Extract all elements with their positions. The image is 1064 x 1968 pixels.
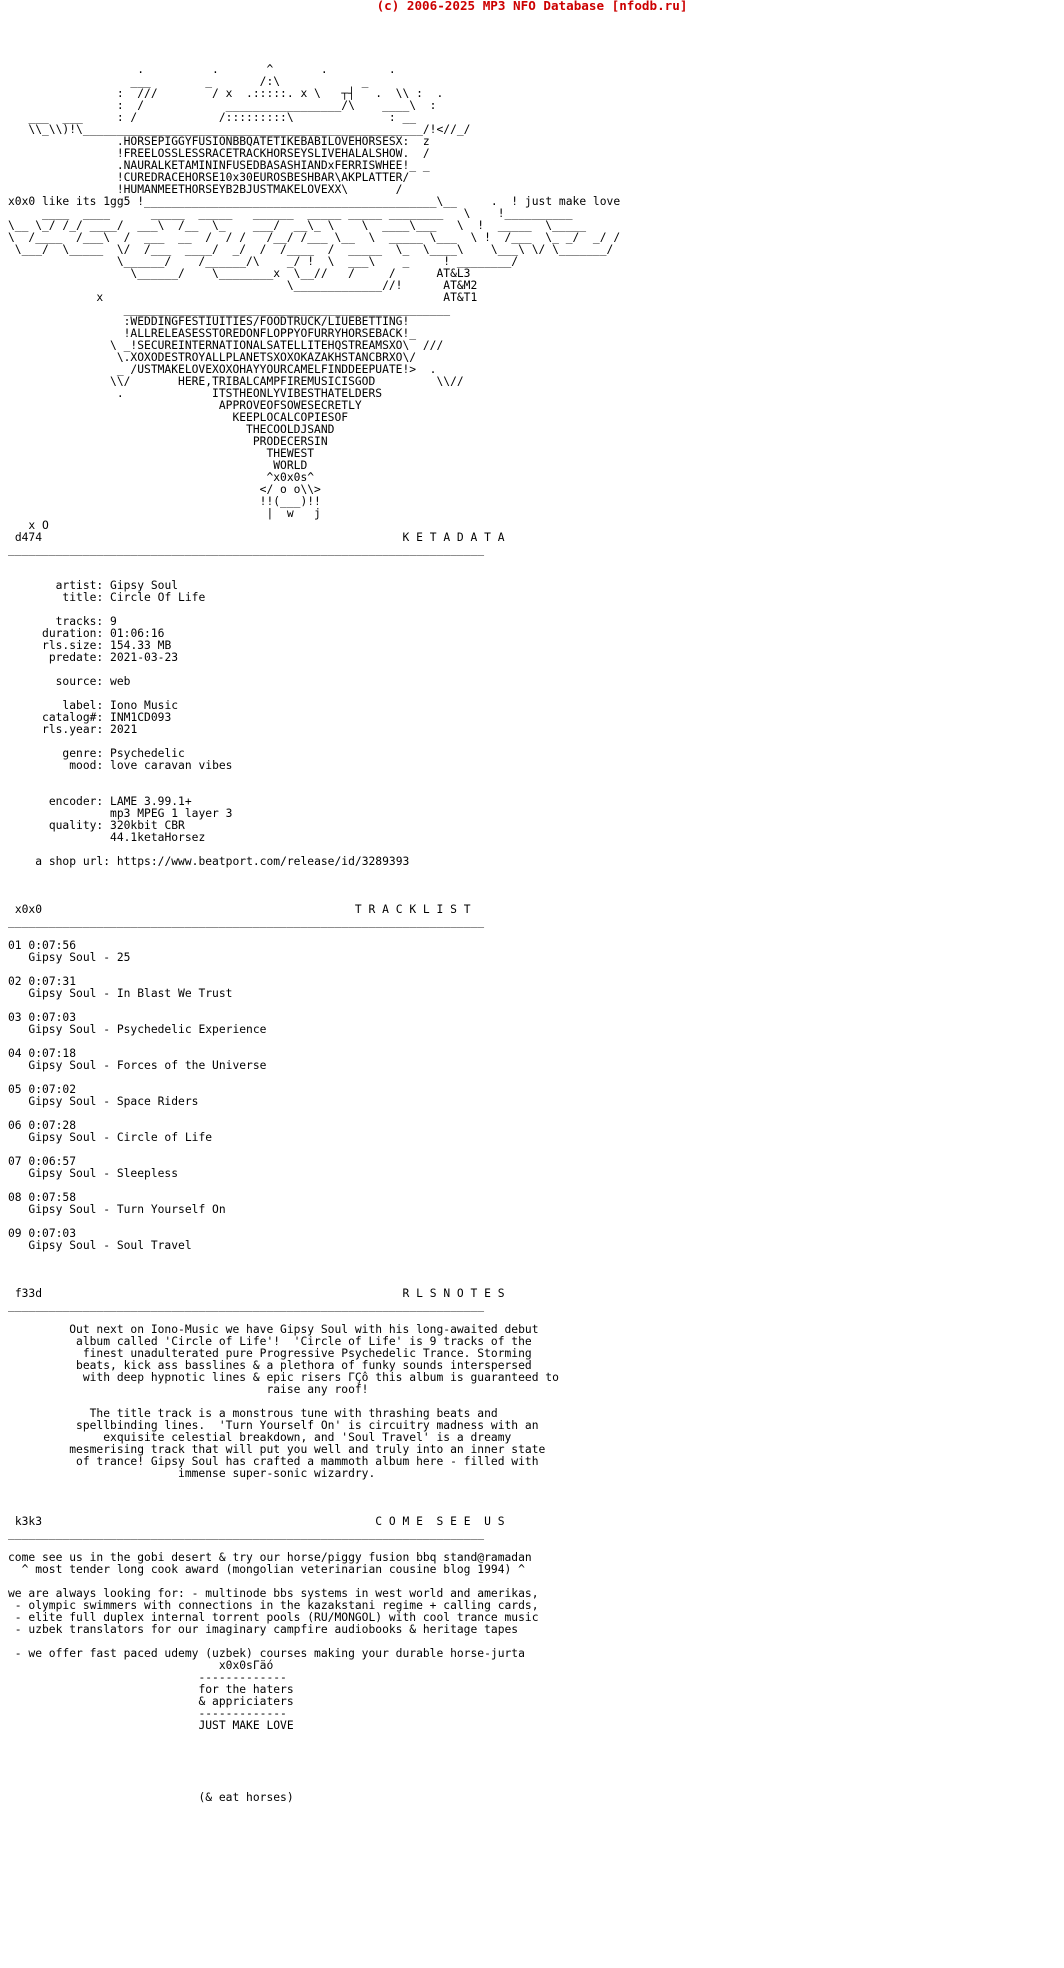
track-title: Gipsy Soul - Circle of Life bbox=[28, 1131, 213, 1144]
track-title: Gipsy Soul - Psychedelic Experience bbox=[28, 1023, 267, 1036]
site-header: (c) 2006-2025 MP3 NFO Database [nfodb.ru] bbox=[376, 0, 688, 13]
notes-code: f33d bbox=[14, 1287, 43, 1300]
track-time: 0:07:03 bbox=[28, 1227, 77, 1240]
notes-line: with deep hypnotic lines & epic risers ΓÇô this album is guaranteed to bbox=[8, 1371, 559, 1384]
metadata-key: tracks bbox=[55, 615, 97, 628]
metadata-key: duration bbox=[42, 627, 97, 640]
contact-line: - we offer fast paced udemy (uzbek) courses making your durable horse-jurta bbox=[8, 1647, 525, 1660]
footer-sig: x0x0sΓäó bbox=[218, 1659, 274, 1672]
contact-line: come see us in the gobi desert & try our horse/piggy fusion bbq stand@ramadan bbox=[8, 1551, 532, 1564]
contact-line: - elite full duplex internal torrent pools (RU/MONGOL) with cool trance music bbox=[8, 1611, 539, 1624]
right-tag: just make love bbox=[524, 195, 621, 208]
track-row bbox=[8, 1011, 266, 1036]
track-time: 0:07:28 bbox=[28, 1119, 77, 1132]
track-list bbox=[8, 939, 266, 1252]
contact-line: we are always looking for: - multinode bbs systems in west world and amerikas, bbox=[8, 1587, 539, 1600]
notes-line: raise any roof! bbox=[8, 1383, 369, 1396]
track-time: 0:07:31 bbox=[28, 975, 77, 988]
metadata-value: 154.33 MB bbox=[110, 639, 172, 652]
contact-code: k3k3 bbox=[14, 1515, 43, 1528]
notes-line: album called 'Circle of Life'! 'Circle of Life' is 9 tracks of the bbox=[8, 1335, 532, 1348]
track-time: 0:07:03 bbox=[28, 1011, 77, 1024]
metadata-key: predate bbox=[48, 651, 97, 664]
notes-line: Out next on Iono-Music we have Gipsy Soul with his long-awaited debut bbox=[8, 1323, 539, 1336]
track-number: 03 bbox=[8, 1011, 22, 1024]
metadata-value: 2021 bbox=[110, 723, 138, 736]
footer-rule-2: ------------- bbox=[198, 1707, 287, 1720]
nfo-text: . . ^ . . ___ _ /:\ _ : /// / x .:::::. x \ ┬┤ . \\ : . : / _________________/\ ____\ : ___ ___ : / /:::::::::\ : __ \\_\\)!\__________________________________________________/!<//_/ .HORSEPIGGYFUSIONBBQATETIKEBABILOVEHORSESX: z !FREELOSSLESSRACETRACKHORSEYSLIVEHALALSHOW. / .NAURALKETAMININFUSEDBASASHIANDxFERRISWHEE!_ _ !CUREDRACEHORSE10x30EUROSBESHBAR\AKPLATTER/ !HUMANMEETHORSEYB2BJUSTMAKELOVEXX\ / x0x0 like its 1gg5 !___________________________________________\__ . ! just make love ____ ____ _____ _____ ______ _____ _____ ________ \ !__________ \__ \_/ /_/ ____/ ___\ /__ \_ ___/ __\_ \ \ ____\___ \ ! _____ \_____ \ /____ /___\ / ___ __ / / / /__/ /___ \__ \ _____ \___ \ ! /___ \_ _/ _/ / \___/ \_____ \/ /___ ____/ _/ / /____ / _____ \_ \____\ \___\ \/ \_______/ \______/ /______/\ _/ ! \ ___\ _ ! ________/ \______/ \________x \__// / / AT&L3 \_____________//! AT&M2 x AT&T1 ________________________________________________ :WEDDINGFESTIUITIES/FOODTRUCK/LIUEBETTING! !ALLRELEASESSTOREDONFLOPPYOFURRYHORSEBACK!_ \ _!SECUREINTERNATIONALSATELLITEHQSTREAMSXO\ /// \.XOXODESTROYALLPLANETSXOXOKAZAKHSTANCBRXO\/ _ /USTMAKELOVEXOXOHAYYOURCAMELFINDDEEPUATE!> . \\/ HERE,TRIBALCAMPFIREMUSICISGOD \\// . ITSTHEONLYVIBESTHATELDERS APPROVEOFSOWESECRETLY KEEPLOCALCOPIESOF THECOOLDJSAND PRODECERSIN THEWEST WORLD ^x0x0s^ </ o o\\> !!(___)!! | w j x O d474 K E T A D A T A ______________________________________________________________________ artist: Gipsy Soul title: Circle Of Life tracks: 9 duration: 01:06:16 rls.size: 154.33 MB predate: 2021-03-23 source: web label: Iono Music catalog#: INM1CD093 rls.year: 2021 genre: Psychedelic mood: love caravan vibes encoder: LAME 3.99.1+ mp3 MPEG 1 layer 3 quality: 320kbit CBR 44.1ketaHorsez a shop url: https://www.beatport.com/release/id/3289393 x0x0 T R A C K L I S T ______________________________________________________________________ 01 0:07:56 Gipsy Soul - 25 02 0:07:31 Gipsy Soul - In Blast We Trust 03 0:07:03 Gipsy Soul - Psychedelic Experience 04 0:07:18 Gipsy Soul - Forces of the Universe 05 0:07:02 Gipsy Soul - Space Riders 06 0:07:28 Gipsy Soul - Circle of Life 07 0:06:57 Gipsy Soul - Sleepless 08 0:07:58 Gipsy Soul - Turn Yourself On 09 0:07:03 Gipsy Soul - Soul Travel f33d R L S N O T E S ______________________________________________________________________ Out next on Iono-Music we have Gipsy Soul with his long-awaited debut album called 'Circle of Life'! 'Circle of Life' is 9 tracks of the finest unadulterated pure Progressive Psychedelic Trance. Storming beats, kick ass basslines & a plethora of funky sounds interspersed with deep hypnotic lines & epic risers ΓÇô this album is guaranteed to raise any roof! The title track is a monstrous tune with thrashing beats and spellbinding lines. 'Turn Yourself On' is circuitry madness with an exquisite celestial breakdown, and 'Soul Travel' is a dreamy mesmerising track that will put you well and truly into an inner state of trance! Gipsy Soul has crafted a mammoth album here - filled with immense super-sonic wizardry. k3k3 C O M E S E E U S ______________________________________________________________________ come see us in the gobi desert & try our horse/piggy fusion bbq stand@ramadan ^ most tender long cook award (mongolian veterinarian cousine blog 1994) ^ we are always looking for: - multinode bbs systems in west world and amerikas, - olympic swimmers with connections in the kazakstani regime + calling cards, - elite full duplex internal torrent pools (RU/MONGOL) with cool trance music - uzbek translators for our imaginary campfire audiobooks & heritage tapes - we offer fast paced udemy (uzbek) courses making your durable horse-jurta x0x0sΓäó ------------- for the haters & appriciaters ------------- JUST MAKE LOVE (& eat horses) bbox=[8, 63, 621, 1804]
metadata-value: Gipsy Soul bbox=[110, 579, 179, 592]
metadata-key: rls.year bbox=[42, 723, 97, 736]
track-number: 04 bbox=[8, 1047, 22, 1060]
track-number: 01 bbox=[8, 939, 22, 952]
track-title: Gipsy Soul - Forces of the Universe bbox=[28, 1059, 267, 1072]
ascii-logo-mid: ____ ____ _____ _____ ______ _____ _____ ________ \ !__________ \__ \_/ /_/ ____/ ___\ /__ \_ ___/ __\_ \ \ ____\___ \ ! _____ \_____ \ /____ /___\ / ___ __ / / / /__/ /___ \__ \ _____ \___ \ ! /___ \_ _/ _/ / \___/ \_____ \/ /___ ____/ _/ / /____ / _____ \_ \____\ \___\ \/ \_______/ \______/ /______/\ _/ ! \ ___\ _ ! ________/ \______/ \________x \__// / / AT&L3 \_____________//! AT&M2 x AT&T1 bbox=[8, 207, 621, 304]
metadata-value: 320kbit CBR bbox=[110, 819, 185, 832]
metadata-value: mp3 MPEG 1 layer 3 bbox=[110, 807, 233, 820]
track-number: 02 bbox=[8, 975, 22, 988]
metadata-value: Psychedelic bbox=[110, 747, 185, 760]
track-number: 09 bbox=[8, 1227, 22, 1240]
metadata-group-code: d474 bbox=[14, 531, 43, 544]
contact-heading: C O M E S E E U S bbox=[375, 1515, 505, 1528]
track-time: 0:07:02 bbox=[28, 1083, 77, 1096]
track-time: 0:07:58 bbox=[28, 1191, 77, 1204]
track-row bbox=[8, 1047, 266, 1072]
metadata-key: catalog# bbox=[42, 711, 97, 724]
notes-line: beats, kick ass basslines & a plethora of funky sounds interspersed bbox=[8, 1359, 532, 1372]
footer-line-3: JUST MAKE LOVE bbox=[198, 1719, 294, 1732]
metadata-key: mood bbox=[69, 759, 97, 772]
metadata-value: web bbox=[110, 675, 131, 688]
notes-line: spellbinding lines. 'Turn Yourself On' is circuitry madness with an bbox=[8, 1419, 539, 1432]
track-row bbox=[8, 939, 130, 964]
track-number: 06 bbox=[8, 1119, 22, 1132]
contact-text bbox=[8, 1551, 539, 1660]
track-title: Gipsy Soul - Sleepless bbox=[28, 1167, 179, 1180]
notes-line: The title track is a monstrous tune with thrashing beats and bbox=[8, 1407, 498, 1420]
footer-line-1: for the haters bbox=[198, 1683, 294, 1696]
track-row bbox=[8, 1227, 192, 1252]
track-title: Gipsy Soul - Turn Yourself On bbox=[28, 1203, 226, 1216]
metadata-value: INM1CD093 bbox=[110, 711, 172, 724]
contact-line: ^ most tender long cook award (mongolian veterinarian cousine blog 1994) ^ bbox=[8, 1563, 525, 1576]
notes-line: of trance! Gipsy Soul has crafted a mammoth album here - filled with bbox=[8, 1455, 539, 1468]
metadata-value: Iono Music bbox=[110, 699, 179, 712]
metadata-value: 2021-03-23 bbox=[110, 651, 179, 664]
metadata-value: 44.1ketaHorsez bbox=[110, 831, 206, 844]
track-row bbox=[8, 1119, 212, 1144]
metadata-fields: artist: Gipsy Soul title: Circle Of Life tracks: 9 duration: 01:06:16 rls.size: 154.33 MB predate: 2021-03-23 source: web label: Iono Music catalog#: INM1CD093 rls.year: 2021 genre: Psychedelic mood: love caravan vibes encoder: LAME 3.99.1+ mp3 MPEG 1 layer 3 quality: 320kbit CBR 44.1ketaHorsez bbox=[42, 579, 233, 844]
metadata-key: source bbox=[55, 675, 97, 688]
metadata-value: Circle Of Life bbox=[110, 591, 206, 604]
track-row bbox=[8, 1083, 198, 1108]
notes-heading: R L S N O T E S bbox=[402, 1287, 505, 1300]
track-number: 08 bbox=[8, 1191, 22, 1204]
contact-line: - olympic swimmers with connections in the kazakstani regime + calling cards, bbox=[8, 1599, 539, 1612]
metadata-value: 01:06:16 bbox=[110, 627, 165, 640]
shop-url[interactable]: https://www.beatport.com/release/id/3289393 bbox=[116, 855, 410, 868]
metadata-value: LAME 3.99.1+ bbox=[110, 795, 192, 808]
metadata-key: label bbox=[62, 699, 97, 712]
contact-line: - uzbek translators for our imaginary campfire audiobooks & heritage tapes bbox=[8, 1623, 519, 1636]
track-title: Gipsy Soul - Space Riders bbox=[28, 1095, 199, 1108]
track-time: 0:07:56 bbox=[28, 939, 77, 952]
ascii-logo: . . ^ . . ___ _ /:\ _ : /// / x .:::::. x \ ┬┤ . \\ : . : / _________________/\ ____\ : ___ ___ : / /:::::::::\ : __ \\_\\)!\__________________________________________________/!<//_/ .HORSEPIGGYFUSIONBBQATETIKEBABILOVEHORSESX: z !FREELOSSLESSRACETRACKHORSEYSLIVEHALALSHOW. / .NAURALKETAMININFUSEDBASASHIANDxFERRISWHEE!_ _ !CUREDRACEHORSE10x30EUROSBESHBAR\AKPLATTER/ !HUMANMEETHORSEYB2BJUSTMAKELOVEXX\ / bbox=[28, 63, 471, 196]
notes-line: mesmerising track that will put you well and truly into an inner state bbox=[8, 1443, 546, 1456]
footer-rule: ------------- bbox=[198, 1671, 287, 1684]
metadata-key: encoder bbox=[48, 795, 97, 808]
track-title: Gipsy Soul - Soul Travel bbox=[28, 1239, 192, 1252]
notes-line: exquisite celestial breakdown, and 'Soul Travel' is a dreamy bbox=[8, 1431, 512, 1444]
footer-line-2: & appriciaters bbox=[198, 1695, 294, 1708]
metadata-key: genre bbox=[62, 747, 97, 760]
footer-closing: (& eat horses) bbox=[198, 1791, 294, 1804]
release-notes bbox=[8, 1323, 559, 1480]
track-row bbox=[8, 1191, 226, 1216]
left-tag: x0x0 like its 1gg5 bbox=[8, 195, 131, 208]
tracklist-code: x0x0 bbox=[14, 903, 43, 916]
tracklist-heading: T R A C K L I S T bbox=[354, 903, 471, 916]
metadata-key: quality bbox=[48, 819, 97, 832]
track-row bbox=[8, 1155, 178, 1180]
metadata-value: love caravan vibes bbox=[110, 759, 233, 772]
notes-line: immense super-sonic wizardry. bbox=[8, 1467, 376, 1480]
metadata-key: rls.size bbox=[42, 639, 97, 652]
notes-line: finest unadulterated pure Progressive Psychedelic Trance. Storming bbox=[8, 1347, 532, 1360]
metadata-value: 9 bbox=[110, 615, 117, 628]
track-number: 05 bbox=[8, 1083, 22, 1096]
track-time: 0:07:18 bbox=[28, 1047, 77, 1060]
track-time: 0:06:57 bbox=[28, 1155, 77, 1168]
track-title: Gipsy Soul - In Blast We Trust bbox=[28, 987, 233, 1000]
metadata-heading: K E T A D A T A bbox=[402, 531, 505, 544]
shop-url-key: a shop url bbox=[35, 855, 104, 868]
track-row bbox=[8, 975, 232, 1000]
track-title: Gipsy Soul - 25 bbox=[28, 951, 131, 964]
track-number: 07 bbox=[8, 1155, 22, 1168]
ascii-tree: ________________________________________________ :WEDDINGFESTIUITIES/FOODTRUCK/LIUEBETTING! !ALLRELEASESSTOREDONFLOPPYOFURRYHORSEBACK!_ \ _!SECUREINTERNATIONALSATELLITEHQSTREAMSXO\ /// \.XOXODESTROYALLPLANETSXOXOKAZAKHSTANCBRXO\/ _ /USTMAKELOVEXOXOHAYYOURCAMELFINDDEEPUATE!> . \\/ HERE,TRIBALCAMPFIREMUSICISGOD \\// . ITSTHEONLYVIBESTHATELDERS APPROVEOFSOWESECRETLY KEEPLOCALCOPIESOF THECOOLDJSAND PRODECERSIN THEWEST WORLD ^x0x0s^ </ o o\\> !!(___)!! | w j bbox=[110, 303, 464, 520]
metadata-key: title bbox=[62, 591, 97, 604]
metadata-key: artist bbox=[55, 579, 97, 592]
